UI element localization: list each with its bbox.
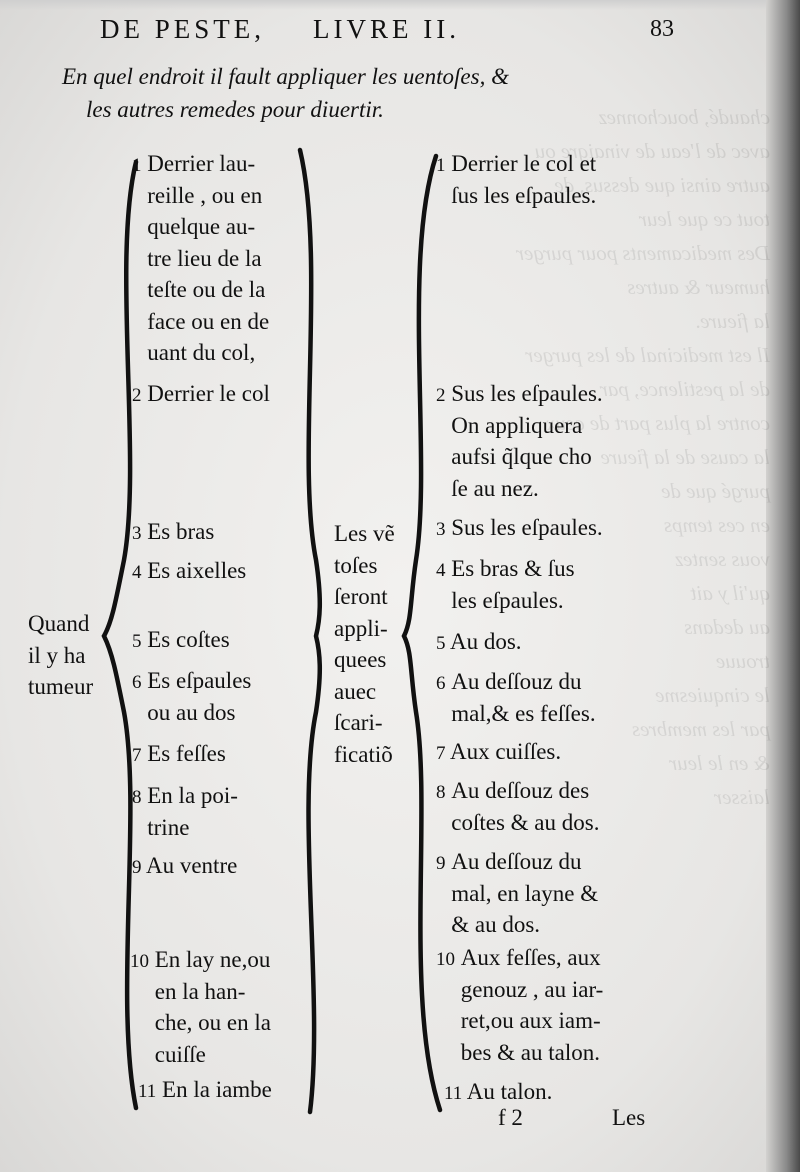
- right-item-2: [436, 378, 603, 504]
- left-item-3: [132, 516, 214, 550]
- middle-brace-left: [300, 150, 320, 1112]
- item-text: Es bras & ſus les eſpaules.: [451, 556, 575, 613]
- item-text: Au deſſouz du mal,& es feſſes.: [451, 669, 596, 726]
- item-number: 3: [436, 519, 446, 540]
- item-number: 9: [436, 853, 446, 874]
- item-number: 10: [436, 949, 455, 970]
- item-text: En la iambe: [162, 1077, 272, 1102]
- right-item-7: [436, 736, 561, 770]
- item-number: 8: [132, 787, 142, 808]
- item-number: 5: [436, 633, 446, 654]
- signature-mark: f 2: [498, 1105, 523, 1130]
- item-number: 4: [436, 560, 446, 581]
- item-number: 7: [132, 745, 142, 766]
- right-item-10: [436, 942, 603, 1068]
- left-item-5: [132, 624, 230, 658]
- item-number: 11: [444, 1083, 463, 1104]
- running-head-title: DE PESTE,: [100, 14, 266, 44]
- item-text: Au deſſouz des coſtes & au dos.: [451, 778, 600, 835]
- item-number: 1: [132, 155, 142, 176]
- left-item-8: [132, 780, 238, 843]
- left-item-1: [132, 148, 269, 369]
- item-number: 3: [132, 523, 142, 544]
- middle-group-label: Les vẽ toſes ſeront appli- quees auec ſcari- ficatiõ: [334, 521, 395, 767]
- item-number: 6: [436, 673, 446, 694]
- item-text: En la poi- trine: [147, 783, 238, 840]
- running-head-book: LIVRE II.: [313, 14, 460, 44]
- section-heading-line-1: En quel endroit il fault appliquer les uentoſes, &: [62, 64, 509, 89]
- item-text: Aux cuiſſes.: [449, 739, 562, 764]
- item-number: 9: [132, 857, 142, 878]
- left-item-9: [132, 850, 237, 884]
- item-text: Es aixelles: [147, 558, 247, 583]
- item-text: Es coſtes: [147, 627, 230, 652]
- page-number: 83: [650, 16, 674, 42]
- item-text: Derrier lau- reille , ou en quelque au- tre lieu de la teſte ou de la face ou en de uant du col,: [147, 151, 270, 365]
- item-number: 5: [132, 631, 142, 652]
- right-item-8: [436, 775, 599, 838]
- item-text: En lay ne,ou en la han- che, ou en la cuiſſe: [154, 947, 271, 1067]
- item-text: Au dos.: [449, 629, 522, 654]
- left-item-4: [132, 555, 246, 589]
- left-item-6: [132, 665, 251, 728]
- item-number: 6: [132, 672, 142, 693]
- item-number: 11: [138, 1081, 157, 1102]
- right-item-3: [436, 512, 603, 546]
- right-item-9: [436, 846, 598, 941]
- left-item-2: [132, 378, 270, 412]
- item-text: Derrier le col: [147, 381, 270, 406]
- item-text: Sus les eſpaules.: [451, 515, 603, 540]
- item-number: 8: [436, 782, 446, 803]
- item-text: Au ventre: [145, 853, 238, 878]
- left-item-7: [132, 738, 226, 772]
- item-number: 4: [132, 562, 142, 583]
- item-number: 2: [436, 385, 446, 406]
- left-item-10: [130, 944, 271, 1070]
- right-item-5: [436, 626, 522, 660]
- item-text: Aux feſſes, aux genouz , au iar- ret,ou aux iam- bes & au talon.: [460, 945, 604, 1065]
- item-number: 1: [436, 155, 446, 176]
- item-number: 2: [132, 385, 142, 406]
- item-text: Au talon.: [466, 1079, 553, 1104]
- left-item-11: [138, 1074, 272, 1108]
- item-text: Derrier le col et ſus les eſpaules.: [451, 151, 597, 208]
- item-number: 10: [130, 951, 149, 972]
- right-item-1: [436, 148, 596, 211]
- section-heading-line-2: les autres remedes pour diuertir.: [86, 97, 384, 122]
- bleed-through-text: chaudé, bouchonnez avec de l'eau de vinaigre ou autre ainsi que dessus, de tout ce que leur Des medicaments pour purger humeur & autres la fieure. Il est medicinal de les purger de la pestilence, par contre la plus part de ceux la cause de la fieure purgé que de en ces temps vous sentez qu'il y ait au dedans trouue le cinquiesme par les membres & en le leur laisser: [515, 105, 770, 809]
- item-text: Sus les eſpaules. On appliquera aufsi q̃lque cho ſe au nez.: [451, 381, 603, 501]
- item-text: Au deſſouz du mal, en layne & & au dos.: [451, 849, 599, 937]
- item-text: Es eſpaules ou au dos: [147, 668, 252, 725]
- middle-brace-right: [404, 156, 440, 1110]
- item-text: Es feſſes: [147, 741, 226, 766]
- catchword: Les: [612, 1105, 646, 1130]
- item-number: 7: [436, 743, 446, 764]
- right-item-6: [436, 666, 596, 729]
- right-item-4: [436, 553, 575, 616]
- left-group-label: Quand il y ha tumeur: [28, 611, 94, 699]
- item-text: Es bras: [147, 519, 215, 544]
